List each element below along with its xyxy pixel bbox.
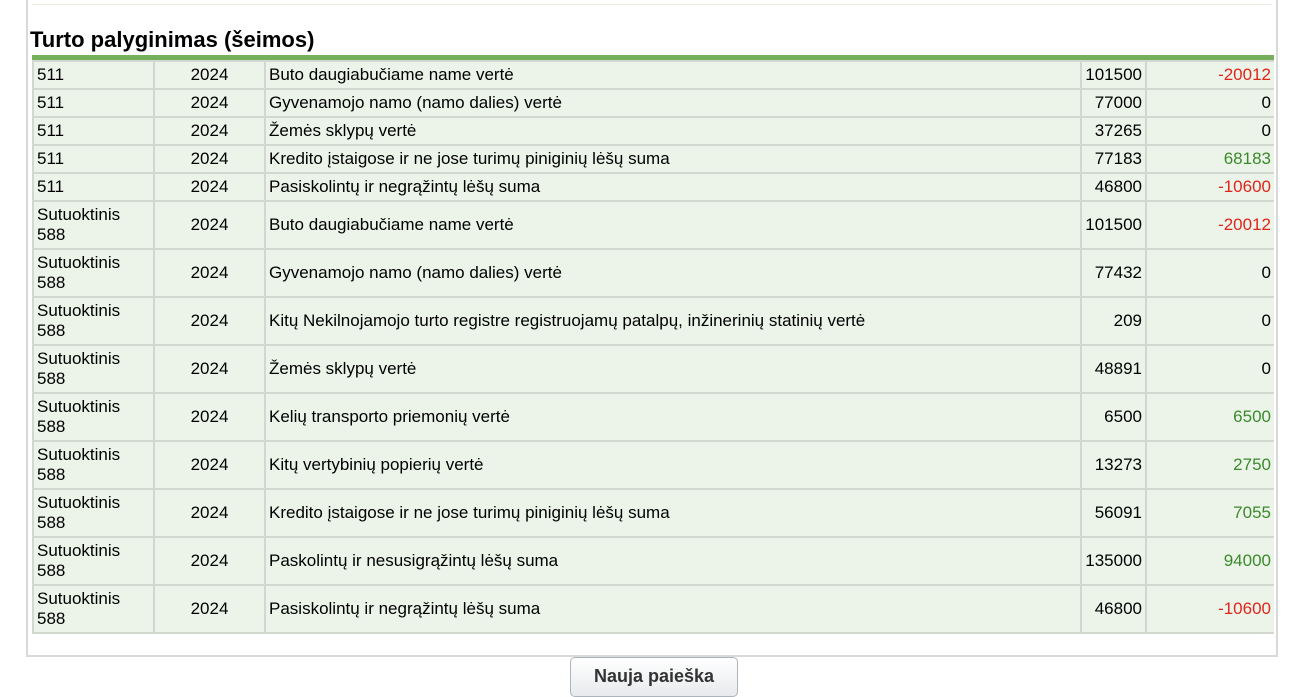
value-change-cell: -10600 — [1146, 585, 1274, 633]
asset-value-cell: 37265 — [1081, 117, 1146, 145]
asset-description-cell: Buto daugiabučiame name vertė — [265, 61, 1081, 89]
asset-value-cell: 46800 — [1081, 585, 1146, 633]
person-cell: Sutuoktinis 588 — [33, 585, 154, 633]
table-row — [33, 297, 1274, 345]
asset-value-cell: 209 — [1081, 297, 1146, 345]
value-change-cell: 94000 — [1146, 537, 1274, 585]
asset-description-cell: Pasiskolintų ir negrąžintų lėšų suma — [265, 173, 1081, 201]
asset-description-cell: Kelių transporto priemonių vertė — [265, 393, 1081, 441]
value-change-cell: 0 — [1146, 345, 1274, 393]
year-cell: 2024 — [154, 249, 265, 297]
person-cell: 511 — [33, 61, 154, 89]
year-cell: 2024 — [154, 585, 265, 633]
value-change-cell: -10600 — [1146, 173, 1274, 201]
table-row — [33, 441, 1274, 489]
asset-comparison-table — [32, 60, 1274, 634]
person-cell: 511 — [33, 145, 154, 173]
value-change-cell: 6500 — [1146, 393, 1274, 441]
value-change-cell: -20012 — [1146, 61, 1274, 89]
table-row — [33, 117, 1274, 145]
asset-description-cell: Kitų vertybinių popierių vertė — [265, 441, 1081, 489]
person-cell: 511 — [33, 173, 154, 201]
asset-value-cell: 46800 — [1081, 173, 1146, 201]
year-cell: 2024 — [154, 61, 265, 89]
year-cell: 2024 — [154, 489, 265, 537]
person-cell: Sutuoktinis 588 — [33, 441, 154, 489]
asset-description-cell: Kredito įstaigose ir ne jose turimų piniginių lėšų suma — [265, 489, 1081, 537]
person-cell: Sutuoktinis 588 — [33, 201, 154, 249]
year-cell: 2024 — [154, 297, 265, 345]
asset-description-cell: Buto daugiabučiame name vertė — [265, 201, 1081, 249]
asset-value-cell: 48891 — [1081, 345, 1146, 393]
asset-description-cell: Žemės sklypų vertė — [265, 117, 1081, 145]
year-cell: 2024 — [154, 117, 265, 145]
asset-value-cell: 135000 — [1081, 537, 1146, 585]
asset-value-cell: 77183 — [1081, 145, 1146, 173]
table-row — [33, 61, 1274, 89]
value-change-cell: 0 — [1146, 249, 1274, 297]
table-row — [33, 89, 1274, 117]
value-change-cell: 68183 — [1146, 145, 1274, 173]
person-cell: Sutuoktinis 588 — [33, 345, 154, 393]
value-change-cell: 7055 — [1146, 489, 1274, 537]
person-cell: 511 — [33, 89, 154, 117]
asset-value-cell: 77000 — [1081, 89, 1146, 117]
person-cell: Sutuoktinis 588 — [33, 537, 154, 585]
year-cell: 2024 — [154, 201, 265, 249]
value-change-cell: 0 — [1146, 297, 1274, 345]
asset-value-cell: 13273 — [1081, 441, 1146, 489]
table-row — [33, 145, 1274, 173]
asset-description-cell: Kitų Nekilnojamojo turto registre registruojamų patalpų, inžinerinių statinių vertė — [265, 297, 1081, 345]
asset-value-cell: 77432 — [1081, 249, 1146, 297]
value-change-cell: 2750 — [1146, 441, 1274, 489]
table-row — [33, 173, 1274, 201]
year-cell: 2024 — [154, 393, 265, 441]
asset-value-cell: 56091 — [1081, 489, 1146, 537]
year-cell: 2024 — [154, 537, 265, 585]
asset-description-cell: Gyvenamojo namo (namo dalies) vertė — [265, 89, 1081, 117]
person-cell: Sutuoktinis 588 — [33, 249, 154, 297]
table-row — [33, 489, 1274, 537]
new-search-button[interactable]: Nauja paieška — [570, 657, 738, 697]
person-cell: Sutuoktinis 588 — [33, 489, 154, 537]
asset-value-cell: 101500 — [1081, 201, 1146, 249]
asset-description-cell: Pasiskolintų ir negrąžintų lėšų suma — [265, 585, 1081, 633]
year-cell: 2024 — [154, 345, 265, 393]
previous-section-edge — [32, 0, 1272, 5]
section-title: Turto palyginimas (šeimos) — [30, 27, 315, 52]
year-cell: 2024 — [154, 89, 265, 117]
asset-comparison-table-container[interactable] — [32, 55, 1274, 657]
asset-value-cell: 6500 — [1081, 393, 1146, 441]
year-cell: 2024 — [154, 173, 265, 201]
table-row — [33, 345, 1274, 393]
asset-description-cell: Gyvenamojo namo (namo dalies) vertė — [265, 249, 1081, 297]
table-row — [33, 537, 1274, 585]
asset-value-cell: 101500 — [1081, 61, 1146, 89]
value-change-cell: -20012 — [1146, 201, 1274, 249]
value-change-cell: 0 — [1146, 117, 1274, 145]
asset-description-cell: Paskolintų ir nesusigrąžintų lėšų suma — [265, 537, 1081, 585]
person-cell: 511 — [33, 117, 154, 145]
table-row — [33, 585, 1274, 633]
table-row — [33, 393, 1274, 441]
year-cell: 2024 — [154, 441, 265, 489]
table-row — [33, 201, 1274, 249]
person-cell: Sutuoktinis 588 — [33, 297, 154, 345]
asset-description-cell: Žemės sklypų vertė — [265, 345, 1081, 393]
table-row — [33, 249, 1274, 297]
asset-description-cell: Kredito įstaigose ir ne jose turimų piniginių lėšų suma — [265, 145, 1081, 173]
value-change-cell: 0 — [1146, 89, 1274, 117]
person-cell: Sutuoktinis 588 — [33, 393, 154, 441]
year-cell: 2024 — [154, 145, 265, 173]
